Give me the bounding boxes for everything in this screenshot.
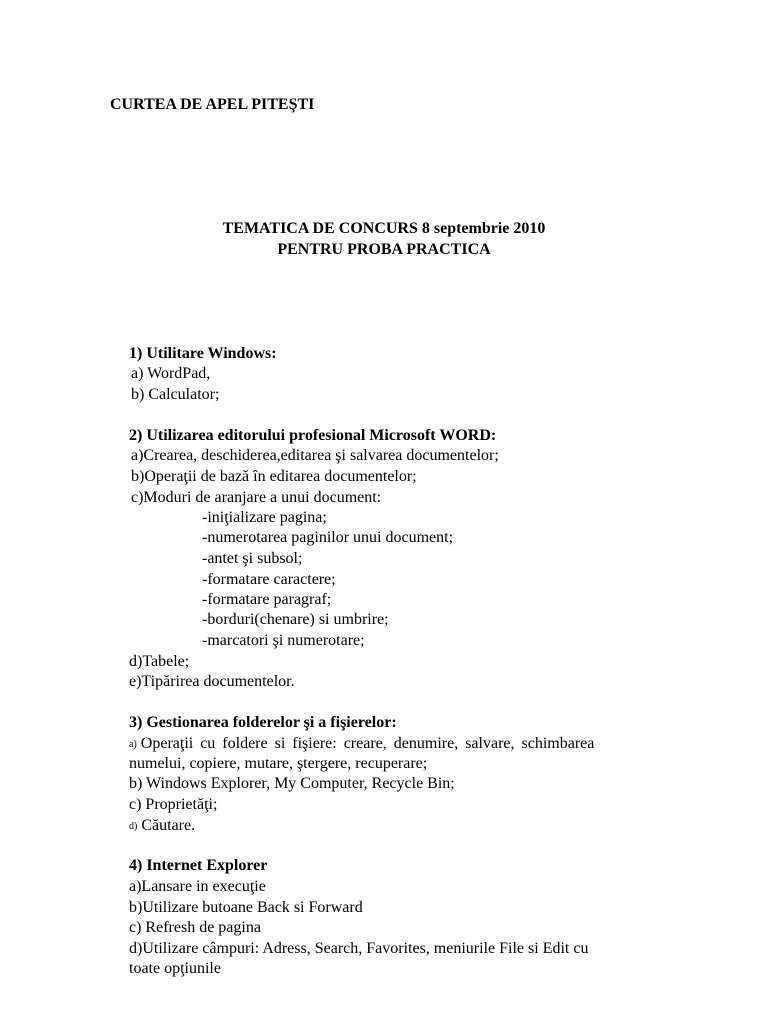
section-2-item: c)Moduri de aranjare a unui document: — [131, 489, 382, 506]
section-2-subitem: -antet şi subsol; — [202, 550, 303, 567]
section-4-item-d-continuation: toate opţiunile — [129, 960, 221, 977]
item-marker: d) — [129, 821, 138, 832]
section-3-item-a-text: Operaţii cu foldere si fişiere: creare, denumire, salvare, schimbarea — [140, 735, 595, 752]
section-2-subitem: -formatare paragraf; — [202, 591, 332, 608]
section-2-subitem: -borduri(chenare) si umbrire; — [202, 611, 389, 628]
section-3-item-d-text: Căutare. — [141, 817, 196, 834]
section-3-item-b: b) Windows Explorer, My Computer, Recycle Bin; — [129, 775, 455, 792]
section-2-subitem: -marcatori şi numerotare; — [202, 632, 365, 649]
section-2-subitem: -iniţializare pagina; — [202, 509, 327, 526]
section-2-heading: 2) Utilizarea editorului profesional Microsoft WORD: — [129, 427, 497, 444]
section-4-item: b)Utilizare butoane Back si Forward — [129, 899, 363, 916]
section-4-item: a)Lansare in execuţie — [129, 878, 266, 895]
section-3-item-d — [129, 816, 195, 837]
section-2-item: e)Tipărirea documentelor. — [129, 673, 295, 690]
section-2-item: a)Crearea, deschiderea,editarea şi salvarea documentelor; — [131, 447, 499, 464]
section-3-item-a-continuation: numelui, copiere, mutare, ştergere, recuperare; — [129, 755, 428, 772]
section-3-heading: 3) Gestionarea folderelor şi a fişierelor: — [129, 714, 397, 731]
document-title-line-1: TEMATICA DE CONCURS 8 septembrie 2010 — [222, 220, 546, 237]
section-1-item: b) Calculator; — [131, 386, 220, 403]
court-name: CURTEA DE APEL PITEŞTI — [110, 96, 315, 113]
section-3-item-a — [129, 734, 701, 755]
section-2-subitem: -formatare caractere; — [202, 571, 336, 588]
section-2-subitem: -numerotarea paginilor unui document; — [202, 529, 454, 546]
section-2-item: b)Operaţii de bază în editarea documentelor; — [131, 468, 417, 485]
section-1-item: a) WordPad, — [131, 365, 211, 382]
document-title-line-2: PENTRU PROBA PRACTICA — [277, 241, 491, 258]
section-4-heading: 4) Internet Explorer — [129, 857, 268, 874]
section-3-item-c: c) Proprietăţi; — [129, 796, 218, 813]
section-2-item: d)Tabele; — [129, 653, 190, 670]
section-4-item: c) Refresh de pagina — [129, 919, 261, 936]
section-4-item-d: d)Utilizare câmpuri: Adress, Search, Favorites, meniurile File si Edit cu — [129, 940, 589, 957]
section-1-heading: 1) Utilitare Windows: — [129, 345, 277, 362]
item-marker: a) — [129, 739, 137, 750]
